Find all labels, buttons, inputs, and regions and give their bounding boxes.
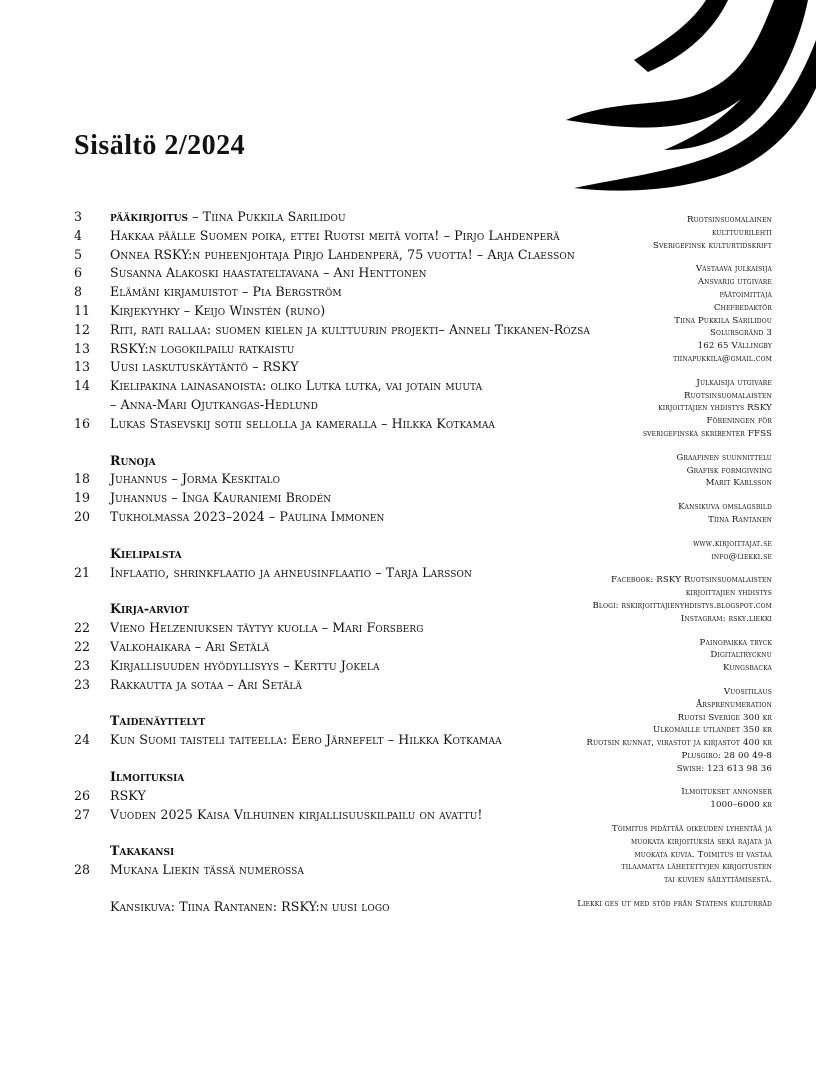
toc-page-number: 14 <box>74 378 91 394</box>
colophon-block <box>522 214 772 252</box>
colophon-line: Föreningen för <box>706 416 772 427</box>
toc-entry-title: Susanna Alakoski haastateltavana – Ani Henttonen <box>110 265 427 281</box>
colophon-line: Ruotsinsuomalaisten <box>683 390 772 401</box>
toc-section-heading: Ilmoituksia <box>110 768 185 784</box>
toc-page-number: 3 <box>74 209 83 224</box>
colophon-line: tiinapukkila@gmail.com <box>673 353 772 364</box>
toc-entry-title: Elämäni kirjamuistot – Pia Bergström <box>110 284 342 300</box>
colophon-line: Swish: 123 613 98 36 <box>676 763 772 774</box>
toc-entry-title: pääkirjoitus – Tiina Pukkila Sarilidou <box>110 209 346 224</box>
colophon-line: Ruotsin kunnat, virastot ja kirjastot 400 kr <box>586 738 772 749</box>
toc-entry-title: Mukana Liekin tässä numerossa <box>110 862 305 878</box>
colophon-block <box>522 538 772 564</box>
colophon-line: Tiina Rantanen <box>708 514 772 525</box>
toc-section-heading: Taidenäyttelyt <box>110 713 206 729</box>
colophon-block <box>522 263 772 365</box>
colophon-line: Toimitus pidättää oikeuden lyhentää ja <box>611 824 772 835</box>
colophon-block <box>522 501 772 527</box>
toc-entry-title: Juhannus – Inga Kauraniemi Brodén <box>110 490 332 506</box>
toc-entry-title: Kirjallisuuden hyödyllisyys – Kerttu Jokela <box>110 657 380 673</box>
colophon-block <box>522 686 772 776</box>
colophon-line: tai kuvien säilyttämisestä. <box>664 875 772 886</box>
toc-section-heading: Takakansi <box>110 843 175 859</box>
toc-page-number: 27 <box>74 806 91 822</box>
colophon-line: Liekki ges ut med stöd från Statens kulturråd <box>577 899 772 910</box>
toc-entry-title: Kun Suomi taisteli taiteella: Eero Järnefelt – Hilkka Kotkamaa <box>110 732 502 748</box>
toc-entry-title: RSKY <box>110 787 146 803</box>
colophon-line: Ilmoitukset annonser <box>681 787 772 798</box>
colophon-line: kulttuurilehti <box>711 227 772 238</box>
toc-page-number: 5 <box>74 246 83 262</box>
toc-page-number: 23 <box>74 657 91 673</box>
colophon-line: Tiina Pukkila Sarilidou <box>674 315 772 326</box>
colophon-line: Marit Karlsson <box>705 478 772 489</box>
toc-page-number: 16 <box>74 415 91 431</box>
toc-entry-title: Inflaatio, shrinkflaatio ja ahneusinflaatio – Tarja Larsson <box>110 564 472 580</box>
colophon-line: Instagram: rsky.liekki <box>680 613 772 624</box>
toc-page-number: 22 <box>74 620 91 636</box>
colophon-line: Vastaava julkaisija <box>695 264 772 275</box>
colophon-block <box>522 452 772 490</box>
colophon-line: Kansikuva omslagsbild <box>678 502 772 513</box>
toc-entry-title: Lukas Stasevskij sotii sellolla ja kameralla – Hilkka Kotkamaa <box>110 415 496 431</box>
colophon-line: Julkaisija utgivare <box>696 377 772 388</box>
colophon-block <box>522 786 772 812</box>
toc-page-number: 18 <box>74 471 91 487</box>
toc-page-number: 13 <box>74 359 91 375</box>
colophon-line: Facebook: RSKY Ruotsinsuomalaisten <box>611 575 772 586</box>
toc-page-number: 28 <box>74 862 91 878</box>
colophon-line: Graafinen suunnittelu <box>676 452 772 463</box>
colophon-line: Sverigefinsk kulturtidskrift <box>652 240 772 251</box>
colophon <box>522 214 772 922</box>
toc-page-number: 13 <box>74 340 91 356</box>
toc-page-number: 21 <box>74 564 91 580</box>
toc-page-number: 12 <box>74 321 91 337</box>
page-title: Sisältö 2/2024 <box>74 130 246 161</box>
colophon-line: Vuositilaus <box>723 686 772 697</box>
toc-page-number: 6 <box>74 265 83 281</box>
toc-page-number: 22 <box>74 638 91 654</box>
toc-entry-lead: pääkirjoitus <box>110 209 189 224</box>
colophon-line: kirjoittajien yhdistys RSKY <box>658 403 772 414</box>
toc-entry-title: Kielipakina lainasanoista: oliko Lutka lutka, vai jotain muuta <box>110 378 483 394</box>
toc-page-number: 8 <box>74 284 83 300</box>
toc-entry-title: Kirjekyyhky – Keijo Winstén (runo) <box>110 302 326 318</box>
flame-logo <box>546 0 816 195</box>
toc-entry-title: – Anna-Mari Ojutkangas-Hedlund <box>110 396 318 412</box>
toc-entry-title: Valkohaikara – Ari Setälä <box>110 638 270 654</box>
colophon-block <box>522 823 772 887</box>
colophon-line: Ruotsi Sverige 300 kr <box>677 712 772 723</box>
colophon-block <box>522 637 772 675</box>
colophon-block <box>522 898 772 911</box>
colophon-line: Chefredaktör <box>713 302 772 313</box>
toc-page-number: 23 <box>74 676 91 692</box>
toc-entry-title: Hakkaa päälle Suomen poika, ettei Ruotsi meitä voita! – Pirjo Lahdenperä <box>110 227 560 243</box>
toc-entry-title: Vuoden 2025 Kaisa Vilhuinen kirjallisuuskilpailu on avattu! <box>110 806 483 822</box>
toc-entry-title: Tukholmassa 2023–2024 – Paulina Immonen <box>110 508 385 524</box>
colophon-line: muokata kirjoituksia sekä rajata ja <box>630 836 772 847</box>
colophon-line: 162 65 Vällingby <box>697 341 772 352</box>
colophon-line: Solursgränd 3 <box>709 328 772 339</box>
colophon-line: 1000–6000 kr <box>710 800 772 811</box>
toc-entry-title: Vieno Helzeniuksen täytyy kuolla – Mari Forsberg <box>110 620 424 636</box>
toc-entry-title: Juhannus – Jorma Keskitalo <box>110 471 281 487</box>
toc-entry-title: Onnea RSKY:n puheenjohtaja Pirjo Lahdenperä, 75 vuotta! – Arja Claesson <box>110 246 575 262</box>
colophon-line: Kungsbacka <box>722 663 772 674</box>
toc-page-number: 20 <box>74 508 91 524</box>
colophon-block <box>522 377 772 441</box>
colophon-line: sverigefinska skribenter FFSS <box>642 428 772 439</box>
colophon-line: muokata kuvia. Toimitus ei vastaa <box>634 849 772 860</box>
toc-entry-title: Rakkautta ja sotaa – Ari Setälä <box>110 676 303 692</box>
colophon-line: Grafisk formgivning <box>686 465 772 476</box>
toc-section-heading: Kielipalsta <box>110 545 182 561</box>
toc-page-number: 19 <box>74 490 91 506</box>
colophon-line: tilaamatta lähetettyjen kirjoitusten <box>621 862 772 873</box>
toc-entry-title: Riti, rati rallaa: suomen kielen ja kulttuurin projekti– Anneli Tikkanen-Rózsa <box>110 321 590 337</box>
toc-entry-title: RSKY:n logokilpailu ratkaistu <box>110 340 295 356</box>
toc-entry-title: Uusi laskutuskäytäntö – RSKY <box>110 359 299 375</box>
colophon-line: päätoimittaja <box>719 289 772 300</box>
colophon-line: Årsprenumeration <box>695 699 772 710</box>
colophon-line: Ansvarig utgivare <box>697 277 772 288</box>
colophon-line: Painopaikka tryck <box>699 637 772 648</box>
toc-page-number: 26 <box>74 787 91 803</box>
colophon-line: Digitaltrycknu <box>710 650 772 661</box>
cover-caption-text: Kansikuva: Tiina Rantanen: RSKY:n uusi logo <box>110 898 390 914</box>
colophon-line: www.kirjoittajat.se <box>693 538 772 549</box>
toc-page-number: 11 <box>74 302 91 318</box>
toc-section-heading: Runoja <box>110 452 156 468</box>
colophon-block <box>522 574 772 625</box>
toc-page-number: 4 <box>74 227 83 243</box>
colophon-line: kirjoittajien yhdistys <box>685 588 772 599</box>
colophon-line: Ruotsinsuomalainen <box>686 215 772 225</box>
colophon-line: info@liekki.se <box>711 551 772 562</box>
toc-section-heading: Kirja-arviot <box>110 601 189 617</box>
colophon-line: Ulkomaille utlandet 350 kr <box>653 725 772 736</box>
toc-page-number: 24 <box>74 732 91 748</box>
colophon-line: Plusgiro: 28 00 49-8 <box>681 750 772 761</box>
colophon-line: Blogi: rskirjoittajienyhdistys.blogspot.com <box>592 600 772 611</box>
